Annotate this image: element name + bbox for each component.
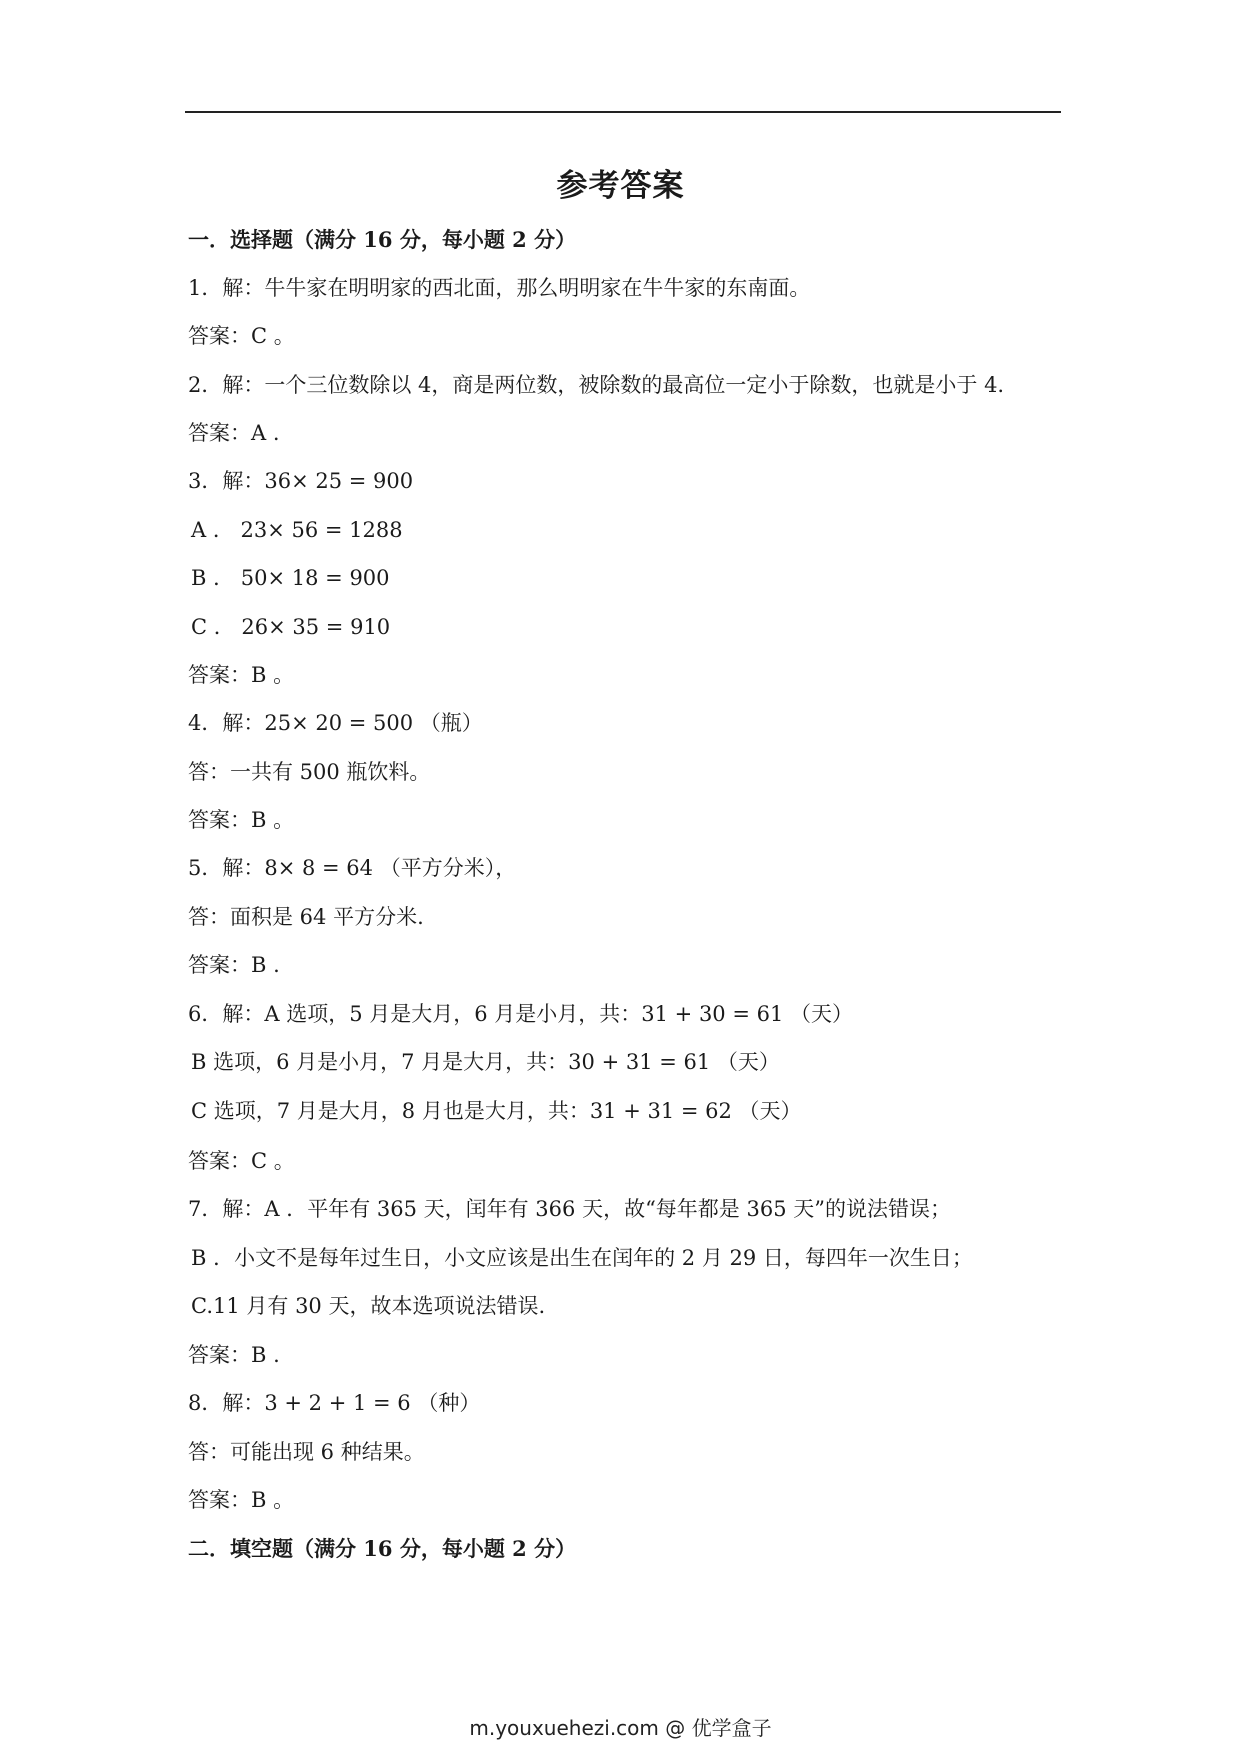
q3-answer: 答案：B 。 [188, 663, 295, 687]
q7-answer: 答案：B . [188, 1343, 280, 1367]
q7-option-b: B ．小文不是每年过生日，小文应该是出生在闰年的 2 月 29 日，每四年一次生日； [191, 1246, 973, 1270]
q4-solution: 4．解：25× 20 = 500 （瓶） [188, 711, 483, 735]
q8-answer: 答案：B 。 [188, 1488, 295, 1512]
q7-option-c: C.11 月有 30 天，故本选项说法错误. [191, 1294, 546, 1318]
q6-option-b: B 选项，6 月是小月，7 月是大月，共：30 + 31 = 61 （天） [191, 1050, 780, 1074]
q2-solution: 2．解：一个三位数除以 4，商是两位数，被除数的最高位一定小于除数，也就是小于 4. [188, 373, 1005, 397]
q3-solution: 3．解：36× 25 = 900 [188, 469, 414, 493]
q3-option-b: B ． 50× 18 = 900 [191, 566, 390, 590]
q1-answer: 答案：C 。 [188, 324, 295, 348]
q4-answer: 答案：B 。 [188, 808, 295, 832]
q4-reply: 答：一共有 500 瓶饮料。 [188, 760, 431, 784]
header-rule [185, 111, 1061, 113]
q3-option-c: C ． 26× 35 = 910 [191, 615, 391, 639]
q8-reply: 答：可能出现 6 种结果。 [188, 1440, 425, 1464]
footer-watermark: m.youxuehezi.com @ 优学盒子 [469, 1716, 772, 1740]
q6-option-c: C 选项，7 月是大月，8 月也是大月，共：31 + 31 = 62 （天） [191, 1099, 802, 1123]
q8-solution: 8．解：3 + 2 + 1 = 6 （种） [188, 1391, 481, 1415]
q7-solution: 7．解：A ．平年有 365 天，闰年有 366 天，故“每年都是 365 天”的说法错误； [188, 1197, 951, 1221]
page-title: 参考答案 [556, 168, 685, 204]
q5-solution: 5．解：8× 8 = 64 （平方分米）， [188, 856, 517, 880]
q5-answer: 答案：B . [188, 953, 280, 977]
q5-reply: 答：面积是 64 平方分米. [188, 905, 424, 929]
q1-solution: 1．解：牛牛家在明明家的西北面，那么明明家在牛牛家的东南面。 [188, 276, 811, 300]
q6-solution: 6．解：A 选项，5 月是大月，6 月是小月，共：31 + 30 = 61 （天） [188, 1002, 854, 1026]
section-heading-fill-blank: 二．填空题（满分 16 分，每小题 2 分） [188, 1536, 577, 1561]
section-heading-choice: 一．选择题（满分 16 分，每小题 2 分） [188, 227, 577, 252]
q6-answer: 答案：C 。 [188, 1149, 295, 1173]
q2-answer: 答案：A . [188, 421, 280, 445]
q3-option-a: A ． 23× 56 = 1288 [191, 518, 403, 542]
